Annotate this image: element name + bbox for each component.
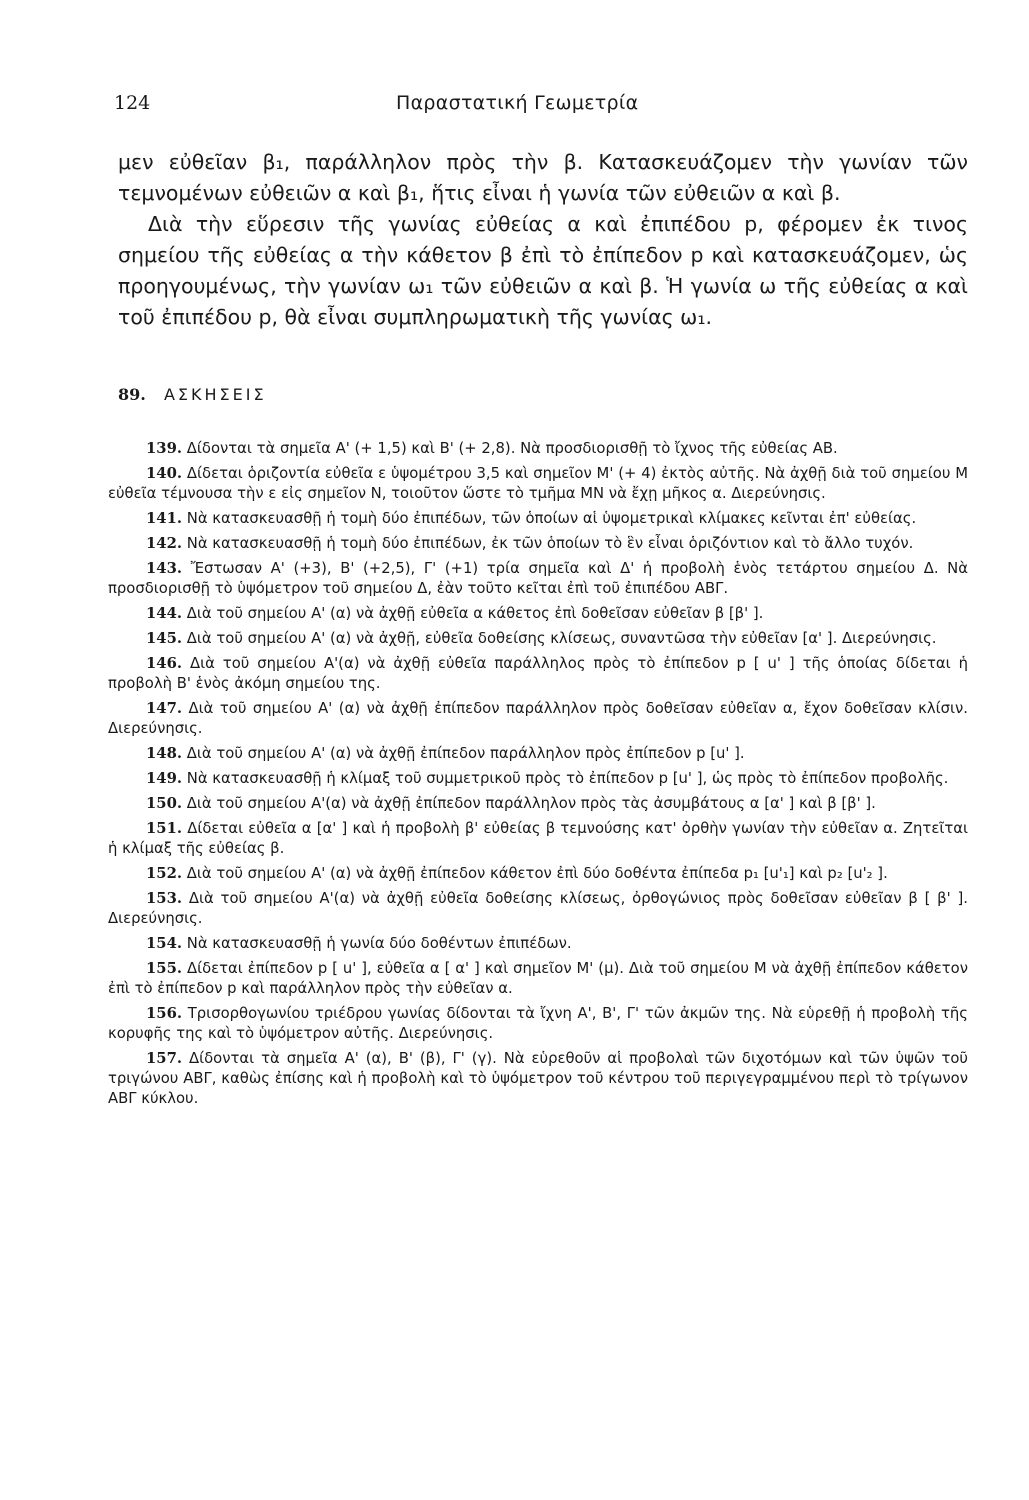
- exercise-text: Δίδονται τὰ σημεῖα Α' (α), Β' (β), Γ' (γ). Νὰ εὑρεθοῦν αἱ προβολαὶ τῶν διχοτόμων καὶ τῶν ὑψῶν τοῦ τριγώνου ΑΒΓ, καθὼς ἐπίσης καὶ ἡ προβολὴ καὶ τὸ ὑψόμετρον τοῦ κέντρου τοῦ περιγεγραμμένου περὶ τὸ τρίγωνον ΑΒΓ κύκλου.: [108, 1050, 968, 1107]
- exercise-item: [108, 604, 968, 624]
- exercise-item: [108, 794, 968, 814]
- paragraph: μεν εὐθεῖαν β₁, παράλληλον πρὸς τὴν β. Κατασκευάζομεν τὴν γωνίαν τῶν τεμνομένων εὐθειῶν α καὶ β₁, ἥτις εἶναι ἡ γωνία τῶν εὐθειῶν α καὶ β.: [118, 150, 968, 205]
- page-number: 124: [114, 92, 151, 114]
- exercise-number: 142.: [146, 535, 183, 552]
- exercise-number: 143.: [146, 560, 183, 577]
- exercise-text: Διὰ τοῦ σημείου Α' (α) νὰ ἀχθῇ ἐπίπεδον κάθετον ἐπὶ δύο δοθέντα ἐπίπεδα p₁ [u'₁] καὶ p₂ [u'₂ ].: [186, 865, 888, 882]
- exercise-list: [108, 439, 968, 1114]
- exercise-item: [108, 1049, 968, 1109]
- exercise-item: [108, 509, 968, 529]
- exercise-text: Δίδεται ὁριζοντία εὐθεῖα ε ὑψομέτρου 3,5 καὶ σημεῖον Μ' (+ 4) ἐκτὸς αὐτῆς. Νὰ ἀχθῇ διὰ τοῦ σημείου Μ εὐθεῖα τέμνουσα τὴν ε εἰς σημεῖον Ν, τοιοῦτον ὥστε τὸ τμῆμα ΜΝ νὰ ἔχῃ μῆκος α. Διερεύνησις.: [108, 465, 968, 502]
- exercise-text: Διὰ τοῦ σημείου Α'(α) νὰ ἀχθῇ εὐθεῖα παράλληλος πρὸς τὸ ἐπίπεδον p [ u' ] τῆς ὁποίας δίδεται ἡ προβολὴ Β' ἑνὸς ἀκόμη σημείου της.: [108, 655, 968, 692]
- exercise-item: [108, 534, 968, 554]
- exercise-text: Διὰ τοῦ σημείου Α'(α) νὰ ἀχθῇ εὐθεῖα δοθείσης κλίσεως, ὀρθογώνιος πρὸς δοθεῖσαν εὐθεῖαν β [ β' ]. Διερεύνησις.: [108, 890, 968, 927]
- exercise-text: Ἔστωσαν Α' (+3), Β' (+2,5), Γ' (+1) τρία σημεῖα καὶ Δ' ἡ προβολὴ ἑνὸς τετάρτου σημείου Δ. Νὰ προσδιορισθῇ τὸ ὑψόμετρον τοῦ σημείου Δ, ἐὰν τοῦτο κεῖται ἐπὶ τοῦ ἐπιπέδου ΑΒΓ.: [108, 560, 968, 597]
- exercise-item: [108, 819, 968, 859]
- exercise-item: [108, 1004, 968, 1044]
- exercise-item: [108, 464, 968, 504]
- exercise-text: Δίδεται εὐθεῖα α [α' ] καὶ ἡ προβολὴ β' εὐθείας β τεμνούσης κατ' ὀρθὴν γωνίαν τὴν εὐθεῖαν α. Ζητεῖται ἡ κλίμαξ τῆς εὐθείας β.: [108, 820, 968, 857]
- section-number: 89.: [118, 385, 146, 404]
- exercise-text: Διὰ τοῦ σημείου Α'(α) νὰ ἀχθῇ ἐπίπεδον παράλληλον πρὸς τὰς ἀσυμβάτους α [α' ] καὶ β [β' ].: [186, 795, 876, 812]
- exercise-text: Διὰ τοῦ σημείου Α' (α) νὰ ἀχθῇ ἐπίπεδον παράλληλον πρὸς δοθεῖσαν εὐθεῖαν α, ἔχον δοθεῖσαν κλίσιν. Διερεύνησις.: [108, 700, 968, 737]
- exercise-text: Δίδεται ἐπίπεδον p [ u' ], εὐθεῖα α [ α' ] καὶ σημεῖον Μ' (μ). Διὰ τοῦ σημείου Μ νὰ ἀχθῇ ἐπίπεδον κάθετον ἐπὶ τὸ ἐπίπεδον p καὶ παράλληλον πρὸς τὴν εὐθεῖαν α.: [108, 960, 968, 997]
- exercise-number: 157.: [146, 1050, 183, 1067]
- exercise-number: 141.: [146, 510, 183, 527]
- exercise-item: [108, 439, 968, 459]
- exercise-item: [108, 769, 968, 789]
- exercise-number: 140.: [146, 465, 183, 482]
- body-text: [118, 147, 968, 333]
- exercise-item: [108, 559, 968, 599]
- exercise-text: Νὰ κατασκευασθῇ ἡ κλίμαξ τοῦ συμμετρικοῦ πρὸς τὸ ἐπίπεδον p [u' ], ὡς πρὸς τὸ ἐπίπεδον προβολῆς.: [186, 770, 949, 787]
- exercise-text: Νὰ κατασκευασθῇ ἡ τομὴ δύο ἐπιπέδων, ἐκ τῶν ὁποίων τὸ ἓν εἶναι ὁριζόντιον καὶ τὸ ἄλλο τυχόν.: [186, 535, 914, 552]
- exercise-number: 139.: [146, 440, 183, 457]
- exercise-number: 152.: [146, 865, 183, 882]
- exercise-item: [108, 744, 968, 764]
- running-title: Παραστατική Γεωμετρία: [396, 92, 639, 114]
- exercise-text: Τρισορθογωνίου τριέδρου γωνίας δίδονται τὰ ἴχνη Α', Β', Γ' τῶν ἀκμῶν της. Νὰ εὑρεθῇ ἡ προβολὴ τῆς κορυφῆς της καὶ τὸ ὑψόμετρον αὐτῆς. Διερεύνησις.: [108, 1005, 968, 1042]
- paragraph: Διὰ τὴν εὕρεσιν τῆς γωνίας εὐθείας α καὶ ἐπιπέδου p, φέρομεν ἐκ τινος σημείου τῆς εὐθείας α τὴν κάθετον β ἐπὶ τὸ ἐπίπεδον p καὶ κατασκευάζομεν, ὡς προηγουμένως, τὴν γωνίαν ω₁ τῶν εὐθειῶν α καὶ β. Ἡ γωνία ω τῆς εὐθείας α καὶ τοῦ ἐπιπέδου p, θὰ εἶναι συμπληρωματικὴ τῆς γωνίας ω₁.: [118, 212, 968, 329]
- exercise-item: [108, 654, 968, 694]
- exercise-number: 146.: [146, 655, 183, 672]
- exercise-number: 154.: [146, 935, 183, 952]
- exercise-item: [108, 629, 968, 649]
- exercise-item: [108, 699, 968, 739]
- exercise-number: 155.: [146, 960, 183, 977]
- exercise-text: Διὰ τοῦ σημείου Α' (α) νὰ ἀχθῇ εὐθεῖα α κάθετος ἐπὶ δοθεῖσαν εὐθεῖαν β [β' ].: [186, 605, 764, 622]
- exercise-item: [108, 959, 968, 999]
- section-title: ΑΣΚΗΣΕΙΣ: [163, 385, 267, 404]
- exercise-number: 150.: [146, 795, 183, 812]
- exercise-text: Δίδονται τὰ σημεῖα Α' (+ 1,5) καὶ Β' (+ 2,8). Νὰ προσδιορισθῇ τὸ ἴχνος τῆς εὐθείας ΑΒ.: [186, 440, 838, 457]
- exercise-number: 153.: [146, 890, 183, 907]
- exercise-text: Νὰ κατασκευασθῇ ἡ γωνία δύο δοθέντων ἐπιπέδων.: [186, 935, 572, 952]
- section-heading: [118, 385, 267, 404]
- exercise-text: Διὰ τοῦ σημείου Α' (α) νὰ ἀχθῇ, εὐθεῖα δοθείσης κλίσεως, συναντῶσα τὴν εὐθεῖαν [α' ]. Διερεύνησις.: [186, 630, 937, 647]
- exercise-number: 149.: [146, 770, 183, 787]
- exercise-item: [108, 889, 968, 929]
- exercise-item: [108, 934, 968, 954]
- exercise-number: 148.: [146, 745, 183, 762]
- exercise-item: [108, 864, 968, 884]
- exercise-number: 145.: [146, 630, 183, 647]
- exercise-text: Διὰ τοῦ σημείου Α' (α) νὰ ἀχθῇ ἐπίπεδον παράλληλον πρὸς ἐπίπεδον p [u' ].: [186, 745, 745, 762]
- exercise-text: Νὰ κατασκευασθῇ ἡ τομὴ δύο ἐπιπέδων, τῶν ὁποίων αἱ ὑψομετρικαὶ κλίμακες κεῖνται ἐπ' εὐθείας.: [186, 510, 917, 527]
- exercise-number: 144.: [146, 605, 183, 622]
- exercise-number: 151.: [146, 820, 183, 837]
- exercise-number: 147.: [146, 700, 183, 717]
- exercise-number: 156.: [146, 1005, 183, 1022]
- page-header: [114, 92, 914, 122]
